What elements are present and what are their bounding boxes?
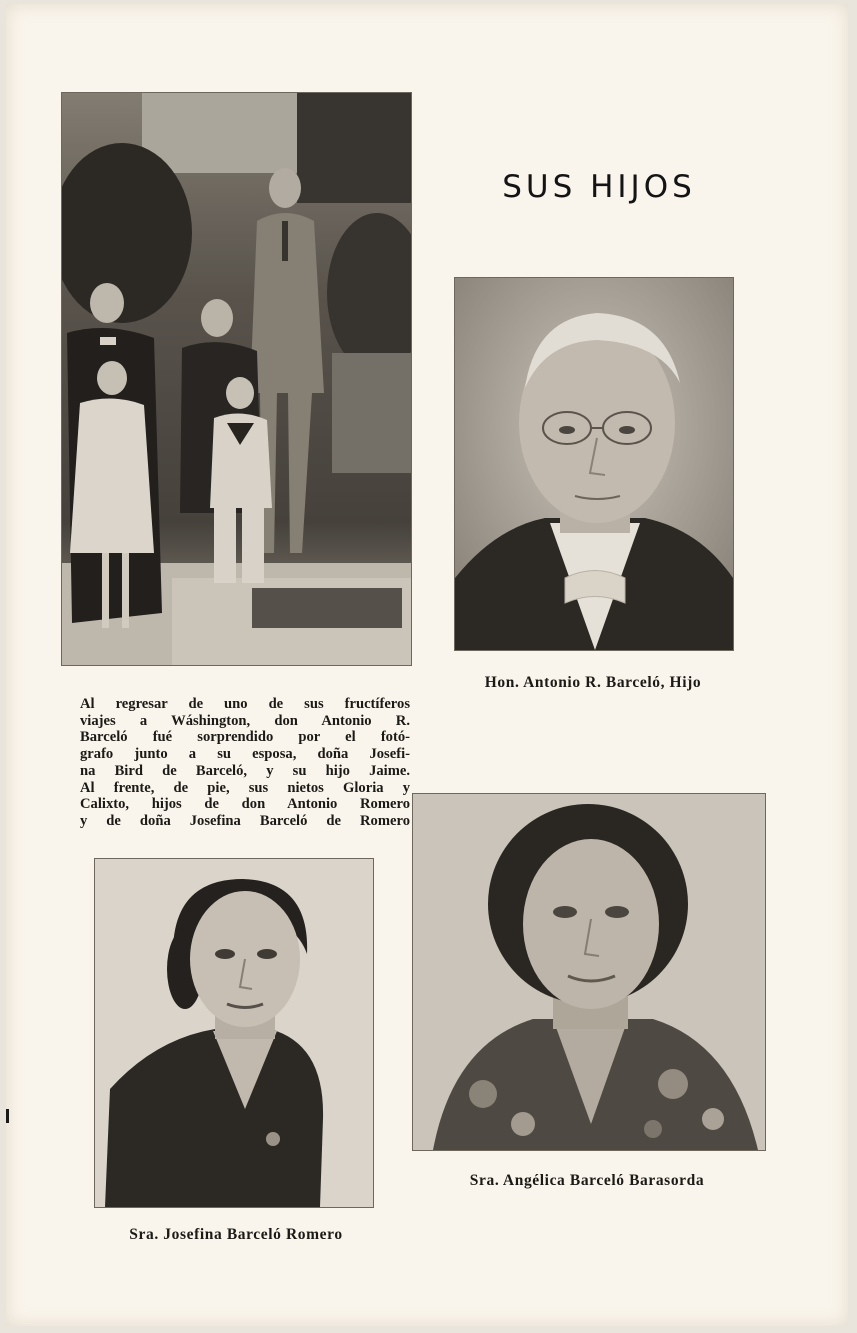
caption-line: y de doña Josefina Barceló de Romero bbox=[80, 812, 410, 829]
portrait-antonio-barcelo-hijo bbox=[454, 277, 734, 651]
family-group-photo bbox=[61, 92, 412, 666]
caption-line: Al regresar de uno de sus fructíferos bbox=[80, 696, 410, 712]
caption-angelica-barcelo-barasorda: Sra. Angélica Barceló Barasorda bbox=[469, 1172, 705, 1189]
caption-line: na Bird de Barceló, y su hijo Jaime. bbox=[80, 762, 410, 779]
caption-line: Calixto, hijos de don Antonio Romero bbox=[80, 796, 410, 813]
caption-line: grafo junto a su esposa, doña Josefi- bbox=[80, 746, 410, 763]
caption-line: Al frente, de pie, sus nietos Gloria y bbox=[80, 779, 410, 796]
family-photo-caption bbox=[80, 696, 410, 830]
portrait-josefina-barcelo-romero bbox=[94, 858, 374, 1208]
portrait-angelica-barcelo-barasorda bbox=[412, 793, 766, 1151]
page-heading: SUS HIJOS bbox=[502, 169, 696, 205]
caption-line: Barceló fué sorprendido por el fotó- bbox=[80, 729, 410, 746]
caption-line: viajes a Wáshington, don Antonio R. bbox=[80, 712, 410, 729]
paper-mark bbox=[6, 1109, 9, 1123]
caption-antonio-barcelo-hijo: Hon. Antonio R. Barceló, Hijo bbox=[484, 674, 702, 691]
document-page bbox=[6, 4, 848, 1326]
caption-josefina-barcelo-romero: Sra. Josefina Barceló Romero bbox=[129, 1226, 343, 1243]
